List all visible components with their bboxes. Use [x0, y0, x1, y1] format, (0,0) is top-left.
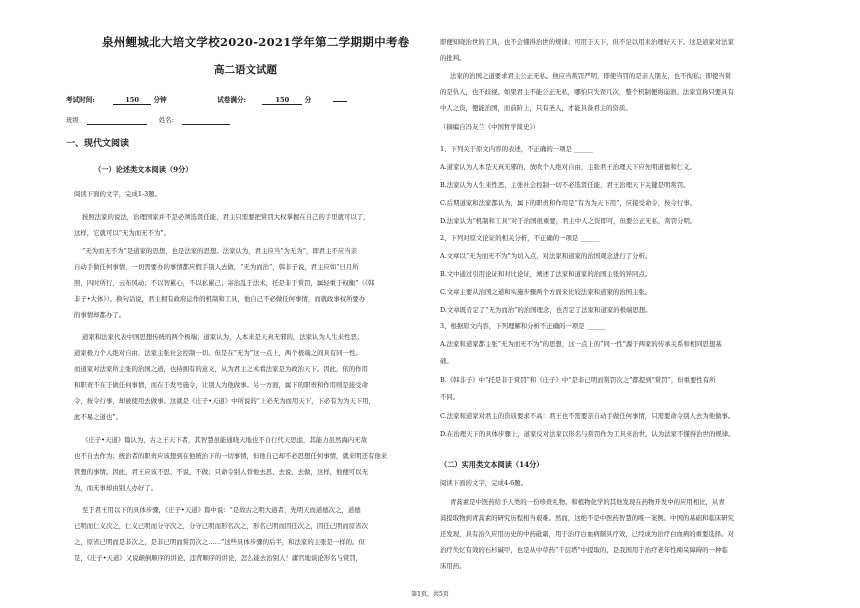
- q3-option-c[interactable]: C.法家和道家对君主的资质要求不高：君王也不需要亲自动手做任何事情，只需要命令别人去为他做事。: [440, 412, 735, 420]
- p2-text-line5: 床用药。: [440, 562, 466, 570]
- p2-line3: 照，四时所行，云布风动；不以智累心，不以私累己；寄治乱于法术，托是非于赏罚，属轻重于权衡”（《韩: [74, 279, 375, 287]
- section1-heading: 一、现代文阅读: [66, 139, 130, 149]
- p2-text-line1: 青蒿素是中医药给予人类的一份珍贵礼物。和植物化学的其他发现在药物开发中的应用相比，从青: [450, 498, 725, 506]
- p3-line6: 此不易之道也”。: [74, 413, 123, 421]
- name-label: 姓名:: [158, 116, 174, 124]
- class-label: 班级: [66, 116, 79, 124]
- rc-p2-line1: 法家的治国之道要求君主公正无私。他应当赏罚严明，即使当罚的是亲人朋友，也不徇私；即使当赏: [450, 72, 732, 80]
- p2-line2: 自动手做任何事情，一切需要办的事情都应假手别人去做，“无为而治”，韩非子说，君主应如“日月所: [74, 263, 359, 271]
- source-citation: （摘编自冯友兰《中国哲学简史》）: [440, 123, 540, 131]
- q3-option-d[interactable]: D.在治理天下的具体步骤上，道家反对法家以形名与赏罚作为工具来治世，认为法家不懂得治世的规律。: [440, 430, 735, 438]
- score-value: 150: [262, 96, 302, 105]
- part2-heading: （二）实用类文本阅读（14分）: [440, 460, 544, 469]
- q1-option-a[interactable]: A.道家认为人本是天真无邪的，放吹个人绝对自由，主张君王治理天下应先明道德和仁义。: [440, 163, 696, 171]
- p2-text-line2: 蒿提取物到青蒿素的研究历程相当艰难。然而，这绝不是中医药智慧的唯一案例。中国的基础和临床研究: [440, 514, 734, 522]
- q2-option-a[interactable]: A.文章以“无为而无不为”为切入点，对法家和道家的治国观念进行了分析。: [440, 252, 652, 260]
- p3-line1: 道家和法家代表中国思想传统的两个极端；道家认为，人本来是天真无邪的，法家认为人生来性恶；: [82, 333, 364, 341]
- p1-line1: 按照法家的说法，治理国家并不是必须选贤任能，君主只需要把赏罚大权掌握在自己的手里就可以了，: [82, 213, 370, 221]
- q2-option-c[interactable]: C.文章主要从治国之道和实施步骤两个方面来比较法家和道家的治国主张。: [440, 288, 652, 296]
- rc-p2-line2: 的是仇人，也不歧视。如果君主不能公正无私，哪怕只失误几次，整个机制便将崩溃。法家宣称只要具有: [440, 88, 734, 96]
- part1-instruction: 阅读下面的文字，完成1-3题。: [74, 190, 161, 198]
- p5-line4: 是，《庄子•天道》又说颠倒顺序的讲论，违背顺序的讲论，怎么能去治别人！庸官地谈论形名与赏罚，: [74, 554, 363, 562]
- q1-option-d[interactable]: D.法家认为“机制和工具”对于治国很重要，君主中人之资即可，但要公正无私，赏罚分明。: [440, 217, 697, 225]
- p2-line5: 的事情却都办了。: [74, 311, 126, 319]
- time-unit: 分钟: [153, 96, 167, 104]
- exam-subtitle: 高二语文试题: [214, 64, 277, 76]
- page-footer: 第1页，共5页: [411, 591, 449, 598]
- rc-p2-line3: 中人之资，便能治国，而前阶上，只有圣人，才能具备君主的资质。: [440, 104, 632, 112]
- exam-title: 泉州鲤城北大培文学校2020-2021学年第二学期期中考卷: [102, 35, 410, 49]
- q3-option-b-cont: 不同。: [440, 393, 460, 401]
- rc-line2: 的批判。: [440, 54, 466, 62]
- rc-line1: 即便知晓治世的工具，也不会懂得治世的规律；可用于天下，但不足以用来治理好天下。这是道家对法家: [440, 38, 734, 46]
- student-info-row: [66, 116, 230, 125]
- time-label: 考试时间:: [66, 96, 95, 104]
- score-label: 试卷满分:: [217, 96, 246, 104]
- blank-line: [333, 101, 347, 102]
- q1-option-c[interactable]: C.后期道家和法家都认为，属下的职责和作用是“有为为天下用”，应接受命令，按令行事。: [440, 199, 697, 207]
- q2-stem: 2、下列对原文论证的相关分析，不正确的一项是 ______: [440, 234, 600, 242]
- q1-option-b[interactable]: B.法家认为人生来性恶，主张社会控制一切不必选贤任能，君王治理天下关键是明赏罚。: [440, 181, 690, 189]
- q3-stem: 3、根据原文内容，下列理解和分析不正确的一项是 ______: [440, 322, 606, 330]
- p3-line3: 而道家对法家所主张的治国之道，也持拥有的意义，从为君主之术看法家是为政治天下。因此，依的作用: [74, 365, 368, 373]
- name-field[interactable]: [182, 116, 230, 125]
- p5-line1: 至于君王用以下的具体步骤，《庄子•天道》篇中说：“是故古之明大道者，先明天而道德次之，道德: [82, 506, 361, 514]
- p3-line5: 令，按令行事，却被使用去做事。这就是《庄子•天道》中所说的“上必无为而用天下，下必有为为天下用，: [74, 397, 376, 405]
- exam-time-row: [66, 96, 347, 105]
- p1-line2: 这样，它就可以“无为而无不为”。: [74, 229, 171, 237]
- p2-line1: “无为而无不为”是道家的思想，也是法家的思想。法家认为，君主应当“为无为”，即君主不应当亲: [82, 247, 358, 255]
- p5-line2: 已明而仁义次之，仁义已明而分守次之，分守已明而形名次之，形名已明而因任次之，因任已明而原省次: [74, 522, 368, 530]
- class-field[interactable]: [87, 116, 147, 125]
- time-value: 150: [113, 96, 151, 105]
- q2-option-b[interactable]: B.文中通过引用论证和对比论证，阐述了法家和道家的治国主张的异同点。: [440, 270, 652, 278]
- q3-option-b[interactable]: B.《韩非子》中“托是非于赏罚”和《庄子》中“是非已明而赏罚次之”都提到“赏罚”，但重要性有所: [440, 376, 716, 384]
- q2-option-d[interactable]: D.文章既肯定了“无为而治”的治国理念，也否定了法家和道家的极端思想。: [440, 306, 652, 314]
- p3-line2: 道家极力个人绝对自由，法家主张社会控制一切。但是在“无为”这一点上，两个极端之间具有同一性。: [74, 349, 362, 357]
- p2-text-line4: 治疗失忆有效的石杉碱甲，也是从中草药“千层塔”中提取的，是我国用于治疗老年性痴呆障碍的一种临: [440, 546, 728, 554]
- q1-stem: 1、下列关于原文内容的表述，不正确的一项是 ______: [440, 145, 594, 153]
- p4-line4: 为，而无事却由别人办好了。: [74, 484, 158, 492]
- q3-option-a-cont: 础。: [440, 357, 453, 365]
- p5-line3: 之，原省已明而是非次之，是非已明而赏罚次之……”这些具体步骤的后半，和法家的主张是一样的。但: [74, 538, 365, 546]
- q3-option-a[interactable]: A.法家和道家都主张“无为而无不为”的思想，这一点上的“同一性”源于两家的传承关系和相同思想基: [440, 340, 722, 348]
- p4-line2: 也不自去作为；统治者的职责应该想到在他统治下的一切事情，但他自己却不必思想任何事情，就来明还有他来: [74, 452, 388, 460]
- p4-line1: 《庄子•天道》篇认为，古之王天下者，其智慧虽能通晓天地也不自行代天思虑，其能力虽然海内无敌: [82, 436, 367, 444]
- part2-instruction: 阅读下面的文字，完成4-6题。: [440, 479, 527, 487]
- p3-line4: 和职责不在于做任何事情，而在于发号施令，让别人为他做事。另一方面，属下的职责和作用则是接受命: [74, 381, 368, 389]
- p4-line3: 管想的事情。因此，君王应该不思、不说，不做；只命令别人替他去思、去说、去做，这样，他便可以无: [74, 468, 368, 476]
- p2-text-line3: 还发现，具有治久应用历史的中药砒霜，用于治疗白血病颇具疗效，已经成为治疗白血病的重要选择。对: [440, 530, 734, 538]
- part1-heading: （一）论述类文本阅读（9分）: [94, 165, 193, 174]
- score-unit: 分: [304, 96, 312, 104]
- p2-line4: 非子•大体》）。换句话说，君主拥有政府运作的机制和工具，他自己不必做任何事情，而就政事权所要办: [74, 295, 366, 303]
